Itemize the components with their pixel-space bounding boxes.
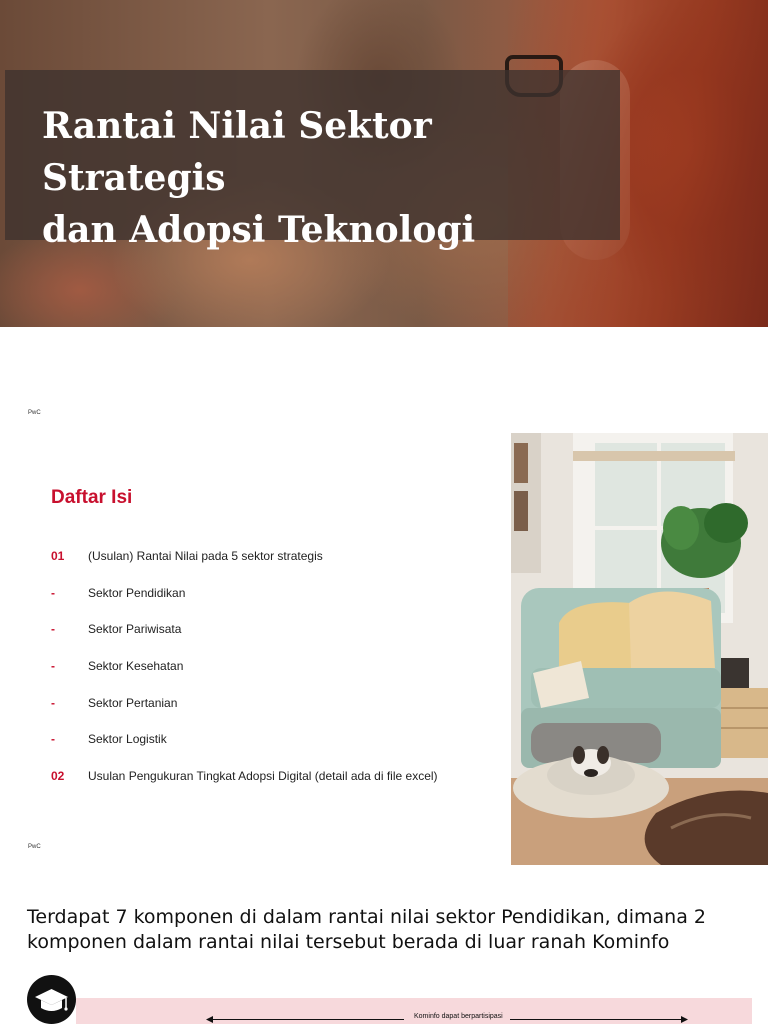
toc-item-label: (Usulan) Rantai Nilai pada 5 sektor strategis xyxy=(88,549,323,563)
arrow-right-head-icon xyxy=(680,1016,688,1023)
brand-label-top: PwC xyxy=(28,410,41,416)
toc-item-number: 01 xyxy=(51,549,65,563)
arrow-right-line xyxy=(510,1019,684,1020)
toc-item-label: Usulan Pengukuran Tingkat Adopsi Digital (detail ada di file excel) xyxy=(88,769,438,783)
brand-label-bottom: PwC xyxy=(28,844,41,850)
living-room-photo xyxy=(511,433,768,865)
toc-item-number: 02 xyxy=(51,769,65,783)
toc-item-label: Sektor Pertanian xyxy=(88,696,178,710)
hero-title-line-1: Rantai Nilai Sektor Strategis xyxy=(42,105,432,199)
toc-item-label: Sektor Pendidikan xyxy=(88,586,186,600)
living-room-illustration xyxy=(511,433,768,865)
toc-slide xyxy=(0,400,768,865)
arrow-left-head-icon xyxy=(206,1016,214,1023)
arrow-left-line xyxy=(208,1019,404,1020)
toc-item-label: Sektor Pariwisata xyxy=(88,622,182,636)
toc-item-number: - xyxy=(51,732,55,746)
graduation-cap-icon xyxy=(27,975,76,1024)
hero-title xyxy=(42,100,612,256)
hero-title-line-2: dan Adopsi Teknologi xyxy=(42,209,476,251)
toc-item-number: - xyxy=(51,622,55,636)
slide3-heading: Terdapat 7 komponen di dalam rantai nilai sektor Pendidikan, dimana 2 komponen dalam rantai nilai tersebut berada di luar ranah Kominfo xyxy=(27,906,706,953)
toc-item-number: - xyxy=(51,659,55,673)
toc-title: Daftar Isi xyxy=(51,487,133,508)
toc-item-number: - xyxy=(51,586,55,600)
value-chain-band xyxy=(76,998,752,1024)
title-box xyxy=(5,70,620,251)
toc-item-number: - xyxy=(51,696,55,710)
arrow-note: Kominfo dapat berpartisipasi xyxy=(414,1013,503,1020)
toc-item-label: Sektor Kesehatan xyxy=(88,659,184,673)
toc-item-label: Sektor Logistik xyxy=(88,732,167,746)
hero-banner xyxy=(0,0,768,327)
